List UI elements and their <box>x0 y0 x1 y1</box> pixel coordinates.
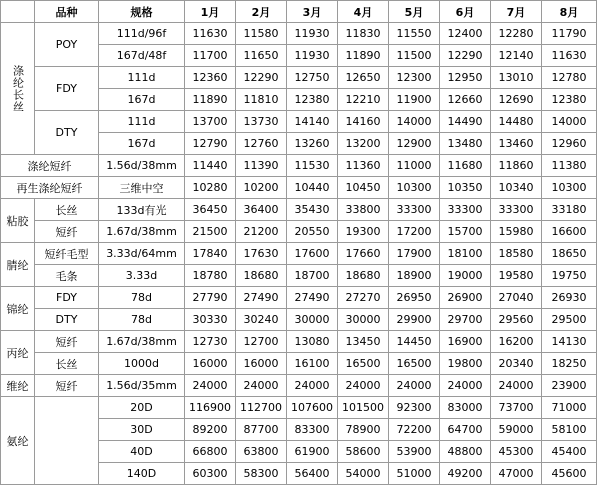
price-cell: 112700 <box>236 397 287 419</box>
price-cell: 20550 <box>287 221 338 243</box>
price-cell: 73700 <box>491 397 542 419</box>
spec-cell: 三维中空 <box>99 177 185 199</box>
price-cell: 13450 <box>338 331 389 353</box>
price-cell: 54000 <box>338 463 389 485</box>
table-row <box>1 287 597 309</box>
price-cell: 19750 <box>542 265 597 287</box>
header-row <box>1 1 597 23</box>
price-cell: 11630 <box>185 23 236 45</box>
sub-variety: 短纤 <box>35 375 99 397</box>
price-cell: 11930 <box>287 45 338 67</box>
price-cell: 16500 <box>338 353 389 375</box>
price-cell: 14450 <box>389 331 440 353</box>
price-cell: 16100 <box>287 353 338 375</box>
price-cell: 12690 <box>491 89 542 111</box>
price-cell: 47000 <box>491 463 542 485</box>
price-cell: 12950 <box>440 67 491 89</box>
price-cell: 13010 <box>491 67 542 89</box>
price-cell: 26900 <box>440 287 491 309</box>
spec-cell: 3.33d/64mm <box>99 243 185 265</box>
price-cell: 11790 <box>542 23 597 45</box>
price-cell: 18100 <box>440 243 491 265</box>
spec-cell: 1.67d/38mm <box>99 221 185 243</box>
price-cell: 116900 <box>185 397 236 419</box>
price-cell: 12790 <box>185 133 236 155</box>
spec-cell: 78d <box>99 309 185 331</box>
price-cell: 17630 <box>236 243 287 265</box>
price-cell: 11700 <box>185 45 236 67</box>
price-cell: 17840 <box>185 243 236 265</box>
price-cell: 18650 <box>542 243 597 265</box>
price-cell: 11380 <box>542 155 597 177</box>
price-cell: 53900 <box>389 441 440 463</box>
price-cell: 18680 <box>338 265 389 287</box>
price-cell: 12290 <box>236 67 287 89</box>
price-cell: 87700 <box>236 419 287 441</box>
price-cell: 10440 <box>287 177 338 199</box>
price-cell: 14130 <box>542 331 597 353</box>
price-cell: 13460 <box>491 133 542 155</box>
price-cell: 30240 <box>236 309 287 331</box>
price-cell: 12650 <box>338 67 389 89</box>
price-cell: 45600 <box>542 463 597 485</box>
price-cell: 29500 <box>542 309 597 331</box>
price-cell: 11630 <box>542 45 597 67</box>
price-cell: 23900 <box>542 375 597 397</box>
price-cell: 45400 <box>542 441 597 463</box>
price-cell: 19000 <box>440 265 491 287</box>
price-cell: 64700 <box>440 419 491 441</box>
price-cell: 58100 <box>542 419 597 441</box>
price-cell: 27040 <box>491 287 542 309</box>
table-row <box>1 67 597 89</box>
price-cell: 49200 <box>440 463 491 485</box>
spec-cell: 1.56d/38mm <box>99 155 185 177</box>
price-cell: 11550 <box>389 23 440 45</box>
price-cell: 11930 <box>287 23 338 45</box>
price-cell: 11440 <box>185 155 236 177</box>
price-cell: 14140 <box>287 111 338 133</box>
price-cell: 10350 <box>440 177 491 199</box>
price-cell: 18780 <box>185 265 236 287</box>
price-cell: 16500 <box>389 353 440 375</box>
sub-variety: 长丝 <box>35 353 99 375</box>
sub-variety: FDY <box>35 287 99 309</box>
header-month: 6月 <box>440 1 491 23</box>
price-cell: 12400 <box>440 23 491 45</box>
price-cell: 83300 <box>287 419 338 441</box>
price-cell: 29700 <box>440 309 491 331</box>
spec-cell: 1.67d/38mm <box>99 331 185 353</box>
price-cell: 12380 <box>287 89 338 111</box>
price-cell: 13700 <box>185 111 236 133</box>
price-cell: 21200 <box>236 221 287 243</box>
spec-cell: 167d <box>99 133 185 155</box>
price-cell: 13200 <box>338 133 389 155</box>
price-cell: 10280 <box>185 177 236 199</box>
price-cell: 13730 <box>236 111 287 133</box>
price-cell: 11900 <box>389 89 440 111</box>
price-cell: 18680 <box>236 265 287 287</box>
price-cell: 12760 <box>236 133 287 155</box>
price-cell: 24000 <box>338 375 389 397</box>
price-cell: 45300 <box>491 441 542 463</box>
price-cell: 11390 <box>236 155 287 177</box>
header-month: 3月 <box>287 1 338 23</box>
price-cell: 10450 <box>338 177 389 199</box>
price-cell: 83000 <box>440 397 491 419</box>
price-cell: 27490 <box>236 287 287 309</box>
price-cell: 21500 <box>185 221 236 243</box>
price-cell: 12780 <box>542 67 597 89</box>
price-cell: 33180 <box>542 199 597 221</box>
header-month: 4月 <box>338 1 389 23</box>
header-blank <box>1 1 35 23</box>
price-cell: 33300 <box>389 199 440 221</box>
table-row <box>1 23 597 45</box>
price-cell: 89200 <box>185 419 236 441</box>
price-cell: 11890 <box>338 45 389 67</box>
header-month: 8月 <box>542 1 597 23</box>
price-cell: 35430 <box>287 199 338 221</box>
group-polypropylene: 丙纶 <box>1 331 35 375</box>
price-cell: 24000 <box>440 375 491 397</box>
price-cell: 56400 <box>287 463 338 485</box>
price-cell: 11810 <box>236 89 287 111</box>
price-cell: 10200 <box>236 177 287 199</box>
price-cell: 18700 <box>287 265 338 287</box>
group-nylon: 锦纶 <box>1 287 35 331</box>
price-cell: 12900 <box>389 133 440 155</box>
price-cell: 27270 <box>338 287 389 309</box>
price-cell: 33800 <box>338 199 389 221</box>
header-month: 1月 <box>185 1 236 23</box>
price-cell: 63800 <box>236 441 287 463</box>
price-cell: 13480 <box>440 133 491 155</box>
table-row <box>1 177 597 199</box>
spec-cell: 3.33d <box>99 265 185 287</box>
spec-cell: 30D <box>99 419 185 441</box>
header-month: 5月 <box>389 1 440 23</box>
sub-variety: DTY <box>35 309 99 331</box>
price-cell: 24000 <box>287 375 338 397</box>
price-cell: 17200 <box>389 221 440 243</box>
sub-variety: POY <box>35 23 99 67</box>
price-cell: 24000 <box>389 375 440 397</box>
price-cell: 48800 <box>440 441 491 463</box>
price-cell: 10340 <box>491 177 542 199</box>
price-cell: 29900 <box>389 309 440 331</box>
price-cell: 12380 <box>542 89 597 111</box>
price-cell: 11680 <box>440 155 491 177</box>
header-month: 7月 <box>491 1 542 23</box>
price-cell: 12280 <box>491 23 542 45</box>
price-cell: 17600 <box>287 243 338 265</box>
spec-cell: 111d/96f <box>99 23 185 45</box>
spec-cell: 167d <box>99 89 185 111</box>
price-cell: 27790 <box>185 287 236 309</box>
price-cell: 12140 <box>491 45 542 67</box>
price-cell: 11360 <box>338 155 389 177</box>
price-cell: 11890 <box>185 89 236 111</box>
price-cell: 61900 <box>287 441 338 463</box>
spec-cell: 140D <box>99 463 185 485</box>
price-cell: 78900 <box>338 419 389 441</box>
price-cell: 14160 <box>338 111 389 133</box>
price-cell: 36450 <box>185 199 236 221</box>
price-cell: 51000 <box>389 463 440 485</box>
price-cell: 11530 <box>287 155 338 177</box>
price-cell: 16600 <box>542 221 597 243</box>
table-row <box>1 375 597 397</box>
group-viscose: 粘胶 <box>1 199 35 243</box>
price-cell: 20340 <box>491 353 542 375</box>
sub-variety: 长丝 <box>35 199 99 221</box>
price-cell: 14480 <box>491 111 542 133</box>
price-cell: 12750 <box>287 67 338 89</box>
price-cell: 10300 <box>542 177 597 199</box>
spec-cell: 111d <box>99 67 185 89</box>
price-cell: 18580 <box>491 243 542 265</box>
price-cell: 60300 <box>185 463 236 485</box>
price-cell: 16000 <box>185 353 236 375</box>
price-cell: 19800 <box>440 353 491 375</box>
price-cell: 24000 <box>491 375 542 397</box>
price-cell: 11500 <box>389 45 440 67</box>
price-cell: 33300 <box>491 199 542 221</box>
table-row <box>1 331 597 353</box>
price-cell: 16200 <box>491 331 542 353</box>
sub-variety: 毛条 <box>35 265 99 287</box>
table-row <box>1 397 597 419</box>
price-cell: 14490 <box>440 111 491 133</box>
price-cell: 33300 <box>440 199 491 221</box>
price-cell: 10300 <box>389 177 440 199</box>
price-cell: 12360 <box>185 67 236 89</box>
sub-variety-empty <box>35 397 99 485</box>
price-cell: 12700 <box>236 331 287 353</box>
price-cell: 30000 <box>338 309 389 331</box>
price-cell: 17900 <box>389 243 440 265</box>
price-cell: 66800 <box>185 441 236 463</box>
price-cell: 30000 <box>287 309 338 331</box>
price-cell: 15980 <box>491 221 542 243</box>
price-cell: 17660 <box>338 243 389 265</box>
price-cell: 24000 <box>236 375 287 397</box>
sub-variety: 短纤 <box>35 331 99 353</box>
table-row <box>1 111 597 133</box>
price-cell: 92300 <box>389 397 440 419</box>
price-cell: 12290 <box>440 45 491 67</box>
spec-cell: 1000d <box>99 353 185 375</box>
spec-cell: 111d <box>99 111 185 133</box>
sub-variety: DTY <box>35 111 99 155</box>
price-cell: 12210 <box>338 89 389 111</box>
price-cell: 107600 <box>287 397 338 419</box>
price-cell: 16000 <box>236 353 287 375</box>
price-cell: 14000 <box>389 111 440 133</box>
header-month: 2月 <box>236 1 287 23</box>
price-cell: 71000 <box>542 397 597 419</box>
price-cell: 12960 <box>542 133 597 155</box>
sub-variety: 短纤毛型 <box>35 243 99 265</box>
table-row <box>1 243 597 265</box>
price-cell: 13080 <box>287 331 338 353</box>
price-cell: 11580 <box>236 23 287 45</box>
table-row <box>1 353 597 375</box>
price-cell: 30330 <box>185 309 236 331</box>
price-cell: 14000 <box>542 111 597 133</box>
price-cell: 24000 <box>185 375 236 397</box>
table-row <box>1 221 597 243</box>
table-row <box>1 265 597 287</box>
price-cell: 29560 <box>491 309 542 331</box>
group-vinylon: 维纶 <box>1 375 35 397</box>
sub-variety: FDY <box>35 67 99 111</box>
price-cell: 12730 <box>185 331 236 353</box>
price-cell: 15700 <box>440 221 491 243</box>
price-cell: 59000 <box>491 419 542 441</box>
group-polyester-filament: 涤纶长丝 <box>1 23 35 155</box>
price-cell: 36400 <box>236 199 287 221</box>
price-cell: 12300 <box>389 67 440 89</box>
price-cell: 13260 <box>287 133 338 155</box>
price-cell: 26930 <box>542 287 597 309</box>
group-acrylic: 腈纶 <box>1 243 35 287</box>
price-cell: 11830 <box>338 23 389 45</box>
group-recycled-polyester-staple: 再生涤纶短纤 <box>1 177 99 199</box>
table-row <box>1 155 597 177</box>
price-cell: 11860 <box>491 155 542 177</box>
spec-cell: 133d有光 <box>99 199 185 221</box>
spec-cell: 20D <box>99 397 185 419</box>
price-cell: 72200 <box>389 419 440 441</box>
table-row <box>1 199 597 221</box>
spec-cell: 1.56d/35mm <box>99 375 185 397</box>
group-polyester-staple: 涤纶短纤 <box>1 155 99 177</box>
price-cell: 101500 <box>338 397 389 419</box>
header-variety: 品种 <box>35 1 99 23</box>
price-cell: 58300 <box>236 463 287 485</box>
spec-cell: 40D <box>99 441 185 463</box>
table-row <box>1 309 597 331</box>
price-cell: 11000 <box>389 155 440 177</box>
price-cell: 12660 <box>440 89 491 111</box>
price-cell: 19300 <box>338 221 389 243</box>
price-cell: 16900 <box>440 331 491 353</box>
header-spec: 规格 <box>99 1 185 23</box>
price-cell: 27490 <box>287 287 338 309</box>
price-cell: 11650 <box>236 45 287 67</box>
price-cell: 18250 <box>542 353 597 375</box>
spec-cell: 167d/48f <box>99 45 185 67</box>
sub-variety: 短纤 <box>35 221 99 243</box>
price-cell: 58600 <box>338 441 389 463</box>
group-spandex: 氨纶 <box>1 397 35 485</box>
spec-cell: 78d <box>99 287 185 309</box>
price-cell: 26950 <box>389 287 440 309</box>
price-cell: 19580 <box>491 265 542 287</box>
price-cell: 18900 <box>389 265 440 287</box>
